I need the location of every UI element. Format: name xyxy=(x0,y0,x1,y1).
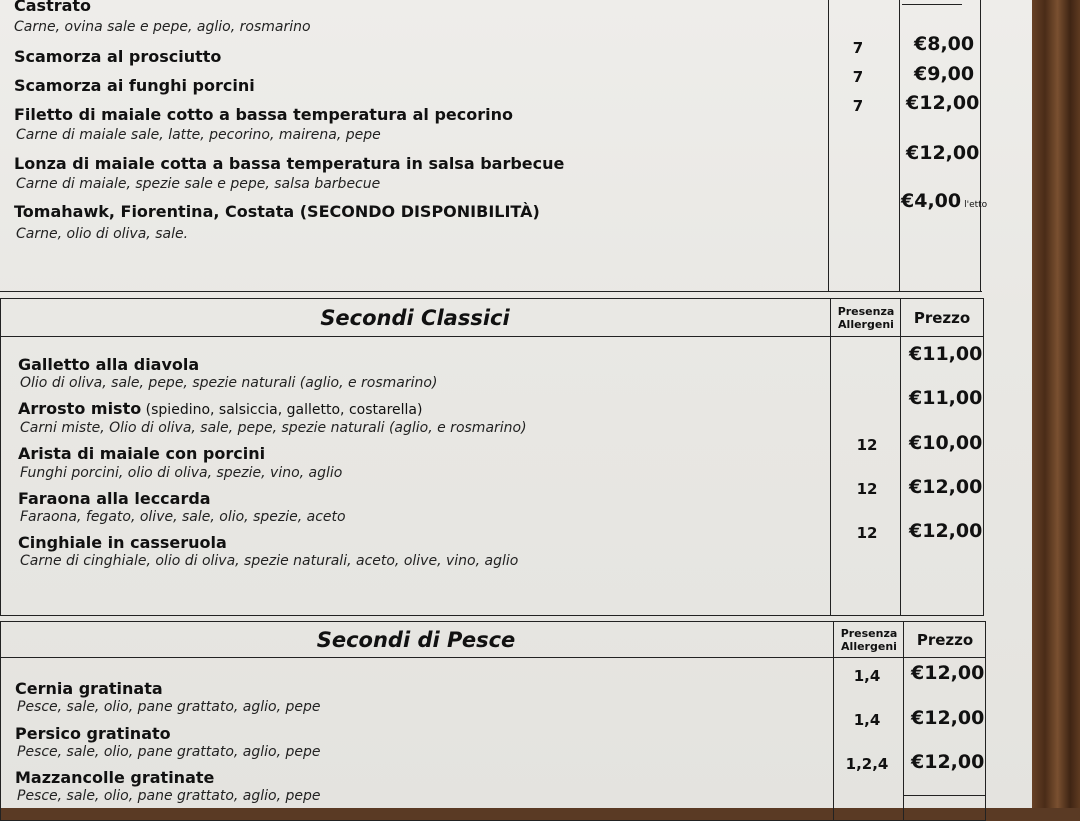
section-header xyxy=(1,622,985,658)
menu-item-price: €9,00 xyxy=(914,63,975,85)
menu-item-price: €8,00 xyxy=(914,33,975,55)
menu-item-allergens: 7 xyxy=(852,97,864,115)
column-divider xyxy=(833,622,834,820)
menu-section-secondi-pesce xyxy=(0,621,986,821)
menu-item-name xyxy=(18,399,422,418)
menu-item-price: €11,00 xyxy=(909,387,983,409)
menu-item-price: €11,00 xyxy=(909,343,983,365)
menu-item-price: €12,00 xyxy=(906,92,980,114)
menu-item-allergens: 1,2,4 xyxy=(845,755,889,773)
menu-item-name: Scamorza ai funghi porcini xyxy=(14,76,255,95)
item-title-extra: (spiedino, salsiccia, galletto, costarella) xyxy=(141,402,423,418)
menu-item-price: €12,00 xyxy=(909,520,983,542)
allergens-header-line-1: Presenza xyxy=(840,626,898,640)
menu-item-description: Carni miste, Olio di oliva, sale, pepe, spezie naturali (aglio, e rosmarino) xyxy=(20,420,527,436)
menu-item-description: Carne di cinghiale, olio di oliva, spezie naturali, aceto, olive, vino, aglio xyxy=(20,553,519,569)
menu-item-description: Pesce, sale, olio, pane grattato, aglio, pepe xyxy=(17,744,321,760)
menu-item-price: €12,00 xyxy=(909,476,983,498)
menu-item-allergens: 1,4 xyxy=(853,711,881,729)
menu-item-description: Faraona, fegato, olive, sale, olio, spezie, aceto xyxy=(20,509,346,525)
menu-item-description: Carne di maiale sale, latte, pecorino, mairena, pepe xyxy=(16,127,381,143)
item-title: Galletto alla diavola xyxy=(18,355,200,374)
item-title: Arrosto misto xyxy=(18,399,142,418)
menu-item-description: Carne di maiale, spezie sale e pepe, salsa barbecue xyxy=(16,176,381,192)
column-divider xyxy=(903,622,904,820)
menu-item-price xyxy=(901,190,987,212)
menu-section-secondi-classici xyxy=(0,298,984,616)
menu-item-allergens: 12 xyxy=(856,436,878,454)
menu-item-description: Carne, ovina sale e pepe, aglio, rosmarino xyxy=(14,19,311,35)
column-divider xyxy=(900,299,901,615)
menu-item-price: €12,00 xyxy=(911,751,985,773)
section-title: Secondi di Pesce xyxy=(316,627,516,652)
menu-item-name: Cernia gratinata xyxy=(15,679,163,698)
price-box-edge xyxy=(902,0,962,5)
menu-item-name: Filetto di maiale cotto a bassa temperatura al pecorino xyxy=(14,105,513,124)
column-divider xyxy=(980,0,981,291)
allergens-header-line-1: Presenza xyxy=(837,304,895,318)
item-title: Arista di maiale con porcini xyxy=(18,444,266,463)
column-divider xyxy=(899,0,900,291)
section-title: Secondi Classici xyxy=(320,305,510,330)
price-column-header: Prezzo xyxy=(913,308,971,327)
menu-item-allergens: 12 xyxy=(856,524,878,542)
menu-item-allergens: 7 xyxy=(852,39,864,57)
price-value: €4,00 xyxy=(901,190,962,212)
column-divider xyxy=(830,299,831,615)
menu-item-name xyxy=(18,489,211,508)
menu-item-allergens: 7 xyxy=(852,68,864,86)
menu-item-description: Olio di oliva, sale, pepe, spezie naturali (aglio, e rosmarino) xyxy=(20,375,438,391)
wooden-table-background xyxy=(1030,0,1080,808)
menu-item-description: Pesce, sale, olio, pane grattato, aglio, pepe xyxy=(17,788,321,804)
row-divider xyxy=(903,795,985,796)
menu-item-name: Tomahawk, Fiorentina, Costata (SECONDO DISPONIBILITÀ) xyxy=(14,202,540,221)
menu-item-name xyxy=(18,355,199,374)
menu-item-price: €12,00 xyxy=(906,142,980,164)
menu-item-price: €10,00 xyxy=(909,432,983,454)
price-unit: l'etto xyxy=(964,200,988,210)
item-title: Faraona alla leccarda xyxy=(18,489,211,508)
menu-item-price: €12,00 xyxy=(911,662,985,684)
price-column-header: Prezzo xyxy=(916,630,974,649)
menu-item-name: Castrato xyxy=(14,0,92,15)
menu-item-allergens: 12 xyxy=(856,480,878,498)
menu-item-allergens: 1,4 xyxy=(853,667,881,685)
menu-section-top xyxy=(0,0,988,292)
allergens-header-line-2: Allergeni xyxy=(841,639,897,653)
menu-item-name xyxy=(18,444,265,463)
menu-item-description: Pesce, sale, olio, pane grattato, aglio, pepe xyxy=(17,699,321,715)
menu-item-name: Mazzancolle gratinate xyxy=(15,768,215,787)
item-title: Cinghiale in casseruola xyxy=(18,533,227,552)
allergens-column-header xyxy=(834,622,904,657)
menu-item-name: Persico gratinato xyxy=(15,724,171,743)
allergens-column-header xyxy=(831,299,901,336)
menu-item-name xyxy=(18,533,227,552)
menu-item-name: Scamorza al prosciutto xyxy=(14,47,222,66)
menu-item-price: €12,00 xyxy=(911,707,985,729)
allergens-header-line-2: Allergeni xyxy=(838,317,894,331)
section-header xyxy=(1,299,983,337)
menu-item-description: Carne, olio di oliva, sale. xyxy=(16,226,189,242)
menu-item-name: Lonza di maiale cotta a bassa temperatura in salsa barbecue xyxy=(14,154,565,173)
menu-item-description: Funghi porcini, olio di oliva, spezie, vino, aglio xyxy=(20,465,343,481)
